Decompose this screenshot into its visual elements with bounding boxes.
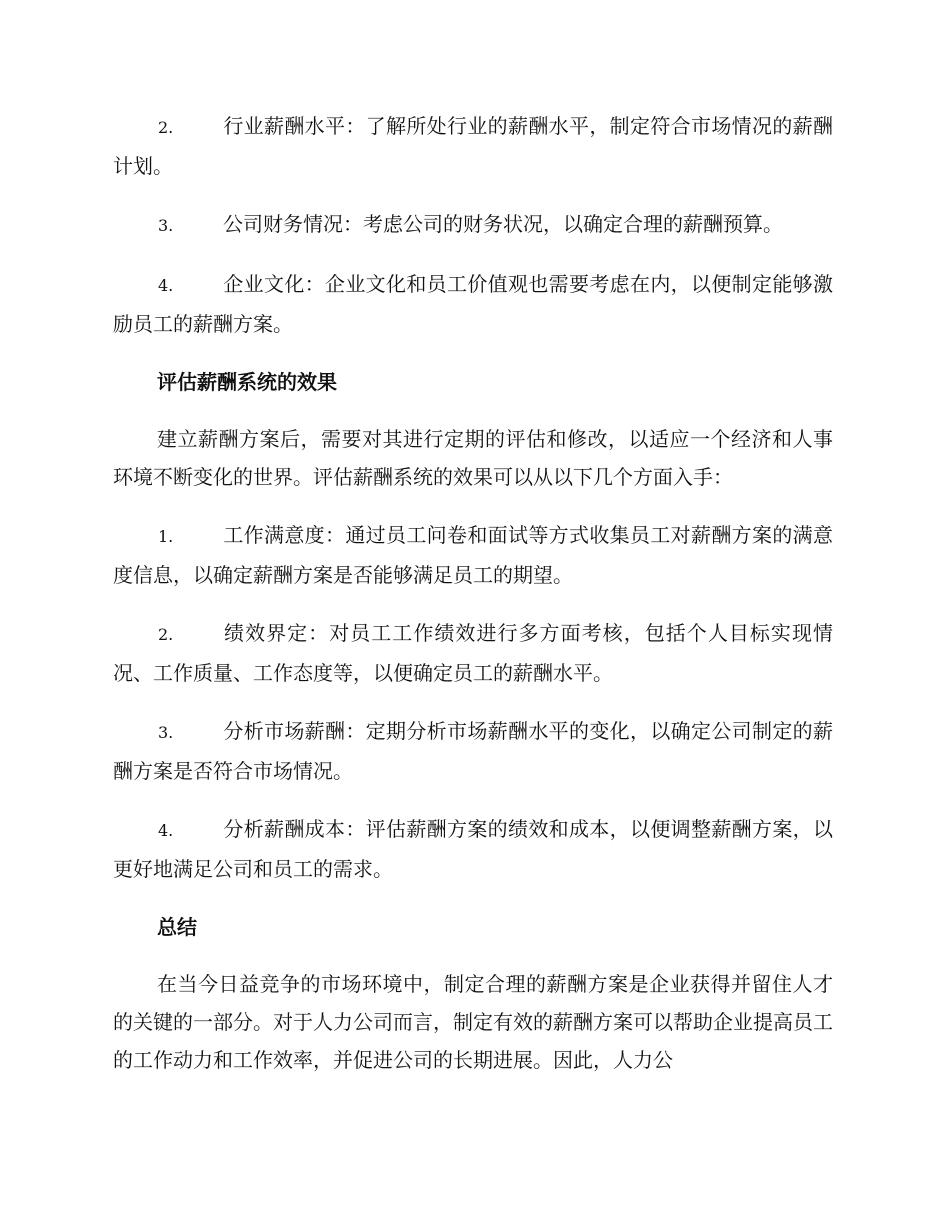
list-number: 2. xyxy=(158,625,174,644)
list-item xyxy=(113,265,833,343)
section-heading-evaluation: 评估薪酬系统的效果 xyxy=(157,370,337,394)
list-item xyxy=(113,107,833,185)
list-text: 企业文化：企业文化和员工价值观也需要考虑在内，以便制定能够激励员工的薪酬方案。 xyxy=(113,272,833,336)
summary-paragraph: 在当今日益竞争的市场环境中，制定合理的薪酬方案是企业获得并留住人才的关键的一部分。对于人力公司而言，制定有效的薪酬方案可以帮助企业提高员工的工作动力和工作效率，并促进公司的长期进展。因此，人力公 xyxy=(113,972,833,1072)
list-text: 行业薪酬水平：了解所处行业的薪酬水平，制定符合市场情况的薪酬计划。 xyxy=(113,114,833,178)
document-content xyxy=(113,107,833,1099)
section-heading-summary: 总结 xyxy=(157,915,197,939)
list-text: 分析薪酬成本：评估薪酬方案的绩效和成本，以便调整薪酬方案，以更好地满足公司和员工的需求。 xyxy=(113,817,833,881)
list-text: 工作满意度：通过员工问卷和面试等方式收集员工对薪酬方案的满意度信息，以确定薪酬方案是否能够满足员工的期望。 xyxy=(113,523,833,587)
list-number: 4. xyxy=(158,821,174,840)
list-number: 2. xyxy=(158,118,174,137)
list-text: 分析市场薪酬：定期分析市场薪酬水平的变化，以确定公司制定的薪酬方案是否符合市场情况。 xyxy=(113,719,833,783)
list-item xyxy=(113,810,833,888)
list-number: 3. xyxy=(158,216,174,235)
list-number: 4. xyxy=(158,276,174,295)
section-intro-paragraph: 建立薪酬方案后，需要对其进行定期的评估和修改，以适应一个经济和人事环境不断变化的世界。评估薪酬系统的效果可以从以下几个方面入手： xyxy=(113,427,833,489)
list-item xyxy=(113,516,833,594)
list-text: 公司财务情况：考虑公司的财务状况，以确定合理的薪酬预算。 xyxy=(223,212,783,236)
list-item xyxy=(113,205,833,245)
list-item xyxy=(113,712,833,790)
list-number: 3. xyxy=(158,723,174,742)
list-number: 1. xyxy=(158,527,174,546)
list-item xyxy=(113,614,833,692)
list-text: 绩效界定：对员工工作绩效进行多方面考核，包括个人目标实现情况、工作质量、工作态度等，以便确定员工的薪酬水平。 xyxy=(113,621,833,685)
